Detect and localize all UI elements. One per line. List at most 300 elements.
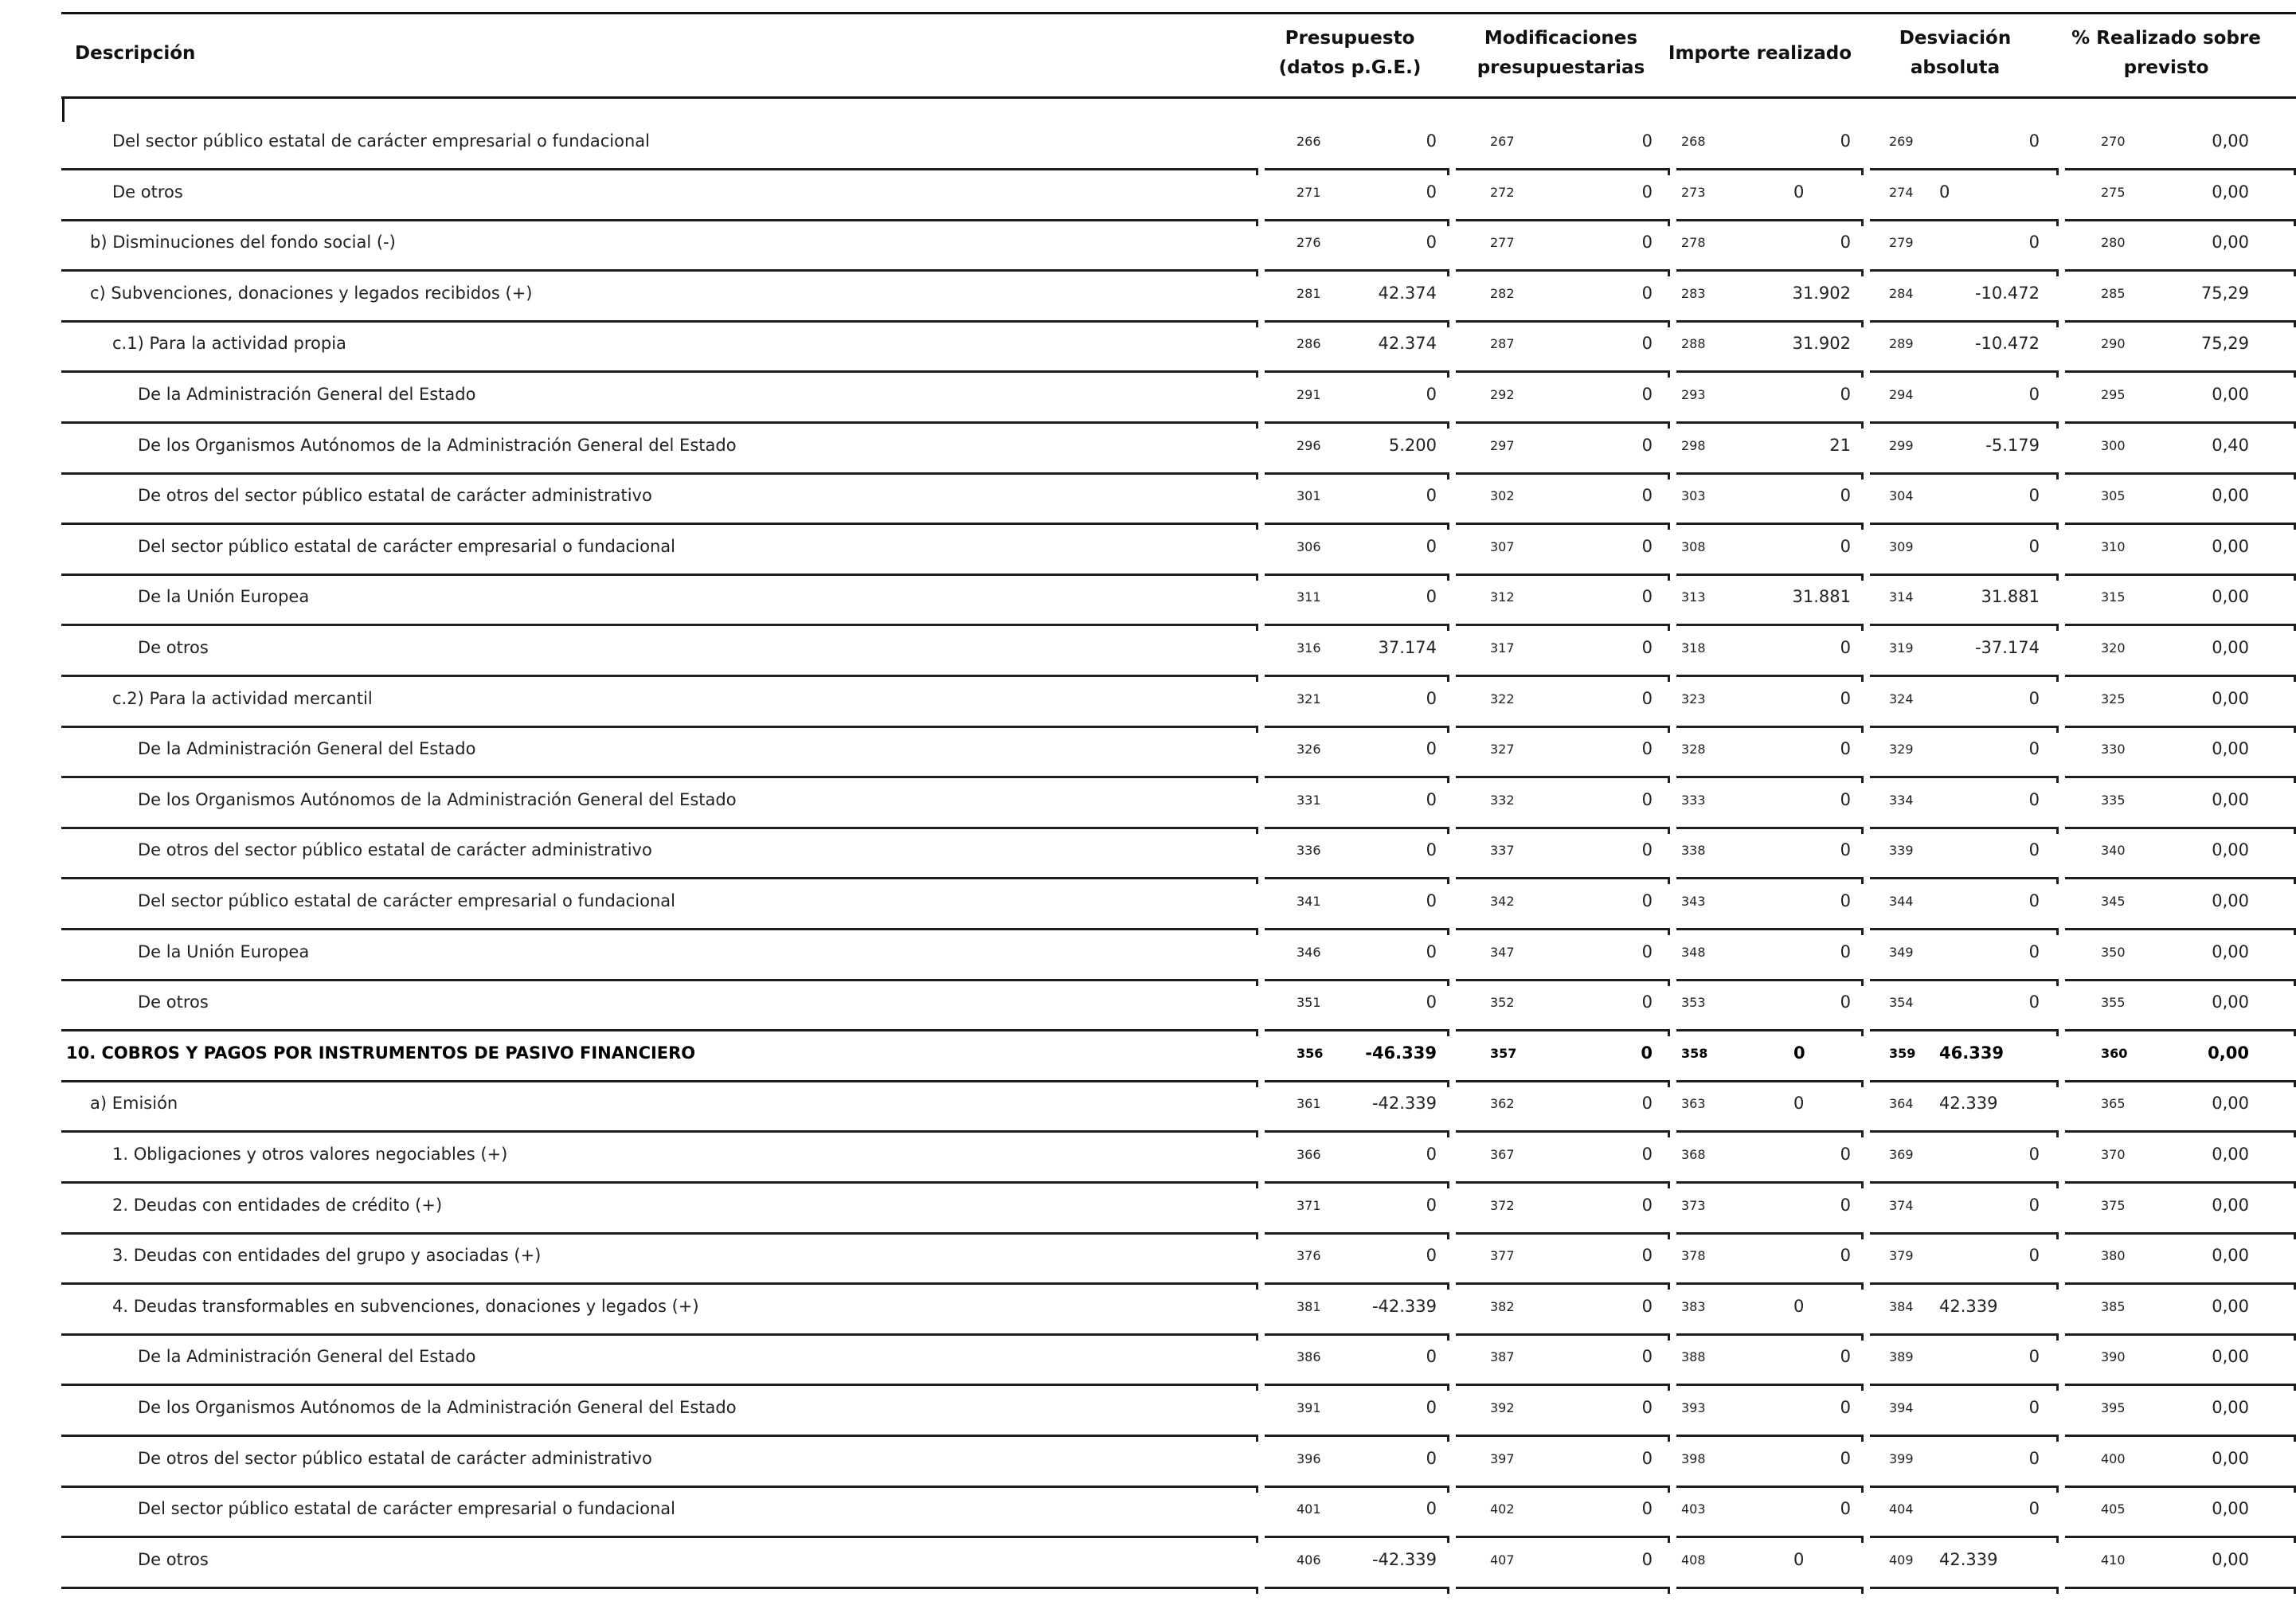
top-rule (61, 12, 2296, 14)
row-divider (1676, 472, 1864, 475)
row-divider (2065, 472, 2296, 475)
row-divider (2065, 776, 2296, 778)
row-value: 0 (1840, 486, 1851, 505)
row-value: 0 (1641, 385, 1653, 404)
row-code: 373 (1681, 1198, 1706, 1213)
table-row (0, 585, 2296, 617)
table-row (0, 1142, 2296, 1174)
row-code: 385 (2101, 1299, 2126, 1314)
row-value: 0 (1641, 891, 1653, 910)
row-code: 304 (1889, 488, 1914, 503)
row-divider (1265, 1181, 1449, 1184)
row-divider (1456, 523, 1670, 525)
row-value: 0 (1840, 638, 1851, 657)
row-code: 283 (1681, 286, 1706, 301)
row-label: c.2) Para la actividad mercantil (112, 689, 373, 708)
row-code: 345 (2101, 894, 2126, 909)
row-code: 349 (1889, 945, 1914, 960)
row-value: 0 (1641, 486, 1653, 505)
row-label: 1. Obligaciones y otros valores negociables (+) (112, 1145, 508, 1164)
row-value: 0 (1426, 1196, 1437, 1215)
row-value: 0 (1426, 537, 1437, 556)
row-code: 293 (1681, 387, 1706, 402)
row-label: c.1) Para la actividad propia (112, 334, 346, 353)
row-label: De otros (112, 182, 183, 202)
row-value: 0 (2028, 790, 2040, 809)
row-divider (1870, 675, 2059, 677)
row-value: 0 (1641, 1550, 1653, 1569)
row-code: 306 (1297, 539, 1321, 554)
table-row (0, 1294, 2296, 1326)
row-label: De los Organismos Autónomos de la Administración General del Estado (138, 790, 737, 809)
row-value: 0 (1840, 537, 1851, 556)
row-divider (1870, 269, 2059, 272)
row-code: 282 (1490, 286, 1515, 301)
row-divider (1676, 776, 1864, 778)
row-code: 321 (1297, 691, 1321, 707)
row-divider (1265, 928, 1449, 930)
row-divider (61, 421, 1258, 424)
row-code: 316 (1297, 640, 1321, 656)
row-divider (1870, 370, 2059, 373)
row-value: 0 (1840, 1449, 1851, 1468)
row-divider (1456, 168, 1670, 170)
row-code: 381 (1297, 1299, 1321, 1314)
row-divider (1870, 979, 2059, 981)
row-value: 31.902 (1792, 284, 1851, 303)
row-value: 0,00 (2212, 1145, 2249, 1164)
row-divider (1870, 827, 2059, 829)
row-divider (1676, 979, 1864, 981)
row-code: 266 (1297, 134, 1321, 149)
row-code: 299 (1889, 438, 1914, 453)
row-value: 0 (1426, 689, 1437, 708)
row-code: 400 (2101, 1451, 2126, 1466)
row-code: 325 (2101, 691, 2126, 707)
header-desviacion (1864, 24, 2047, 83)
row-code: 271 (1297, 185, 1321, 200)
row-value: 0 (1641, 1246, 1653, 1265)
row-code: 372 (1490, 1198, 1515, 1213)
row-value: 0,00 (2212, 233, 2249, 252)
row-code: 305 (2101, 488, 2126, 503)
row-divider (61, 1486, 1258, 1488)
row-code: 297 (1490, 438, 1515, 453)
row-divider (1676, 370, 1864, 373)
row-divider (1676, 624, 1864, 626)
row-divider (2065, 1333, 2296, 1336)
row-code: 356 (1297, 1046, 1324, 1061)
row-value: 0 (1641, 840, 1653, 859)
row-label: Del sector público estatal de carácter empresarial o fundacional (138, 537, 675, 556)
row-label: De otros del sector público estatal de carácter administrativo (138, 840, 652, 859)
row-code: 298 (1681, 438, 1706, 453)
row-divider (2065, 1384, 2296, 1386)
row-divider (2065, 1536, 2296, 1538)
row-code: 320 (2101, 640, 2126, 656)
row-code: 391 (1297, 1400, 1321, 1415)
row-divider (61, 776, 1258, 778)
header-modificaciones-line1: Modificaciones (1484, 28, 1638, 49)
row-divider (2065, 370, 2296, 373)
row-divider (61, 928, 1258, 930)
row-divider (1870, 1130, 2059, 1133)
row-divider (61, 573, 1258, 576)
row-value: 37.174 (1378, 638, 1437, 657)
table-row (0, 180, 2296, 212)
row-divider (1265, 1232, 1449, 1235)
row-value: 31.881 (1981, 587, 2040, 606)
row-code: 362 (1490, 1096, 1515, 1111)
row-code: 402 (1490, 1501, 1515, 1517)
row-code: 340 (2101, 843, 2126, 858)
row-divider (1870, 168, 2059, 170)
row-value: 0 (1426, 1449, 1437, 1468)
row-code: 378 (1681, 1248, 1706, 1263)
row-divider (1870, 1029, 2059, 1031)
row-code: 328 (1681, 742, 1706, 757)
row-value: 42.374 (1378, 334, 1437, 353)
row-divider (1676, 1587, 1864, 1589)
row-divider (2065, 269, 2296, 272)
row-divider (1456, 1029, 1670, 1031)
row-divider (1676, 827, 1864, 829)
row-code: 392 (1490, 1400, 1515, 1415)
row-value: 0,00 (2212, 689, 2249, 708)
row-code: 361 (1297, 1096, 1321, 1111)
row-value: 0 (1840, 1499, 1851, 1518)
row-divider (1456, 726, 1670, 728)
row-code: 384 (1889, 1299, 1914, 1314)
row-value: 0 (1793, 1297, 1805, 1316)
row-divider (1870, 1435, 2059, 1437)
row-code: 323 (1681, 691, 1706, 707)
row-divider (1456, 1587, 1670, 1589)
row-code: 279 (1889, 235, 1914, 250)
table-row (0, 433, 2296, 465)
row-code: 343 (1681, 894, 1706, 909)
row-divider (1265, 1282, 1449, 1285)
row-code: 314 (1889, 589, 1914, 605)
table-row (0, 737, 2296, 769)
row-value: 0,00 (2212, 587, 2249, 606)
row-code: 390 (2101, 1349, 2126, 1364)
row-value: -37.174 (1974, 638, 2040, 657)
row-value: 0 (1840, 1347, 1851, 1366)
row-value: 0 (2028, 486, 2040, 505)
row-label: De la Administración General del Estado (138, 385, 476, 404)
row-divider (1456, 320, 1670, 323)
row-divider (1265, 523, 1449, 525)
row-value: 0 (2028, 992, 2040, 1012)
row-divider (61, 269, 1258, 272)
header-realizado-line2: previsto (2123, 57, 2209, 78)
row-code: 352 (1490, 995, 1515, 1010)
row-value: 0 (1840, 840, 1851, 859)
table-row (0, 331, 2296, 363)
row-value: 0 (1840, 739, 1851, 758)
row-value: 0,40 (2212, 436, 2249, 455)
row-divider (2065, 219, 2296, 221)
row-value: 0 (2028, 891, 2040, 910)
row-divider (1265, 1130, 1449, 1133)
row-value: 0 (1426, 1246, 1437, 1265)
row-divider (1456, 979, 1670, 981)
table-row (0, 129, 2296, 161)
row-label: 4. Deudas transformables en subvenciones, donaciones y legados (+) (112, 1297, 699, 1316)
row-code: 409 (1889, 1552, 1914, 1568)
header-desviacion-line2: absoluta (1910, 57, 2001, 78)
row-divider (61, 320, 1258, 323)
row-value: 0 (2028, 233, 2040, 252)
row-divider (1676, 675, 1864, 677)
table-row (0, 1041, 2296, 1073)
row-code: 335 (2101, 793, 2126, 808)
row-value: 0,00 (2212, 486, 2249, 505)
row-divider (1870, 472, 2059, 475)
row-code: 294 (1889, 387, 1914, 402)
row-value: 0 (1641, 587, 1653, 606)
row-divider (1265, 269, 1449, 272)
row-code: 336 (1297, 843, 1321, 858)
row-code: 331 (1297, 793, 1321, 808)
row-code: 350 (2101, 945, 2126, 960)
row-value: 0 (1840, 1145, 1851, 1164)
row-value: 0 (2028, 689, 2040, 708)
row-value: 0 (1426, 131, 1437, 151)
row-code: 277 (1490, 235, 1515, 250)
row-code: 383 (1681, 1299, 1706, 1314)
row-value: 0 (1426, 840, 1437, 859)
row-divider (1265, 827, 1449, 829)
row-value: 0 (2028, 1398, 2040, 1417)
row-divider (1676, 1029, 1864, 1031)
row-code: 281 (1297, 286, 1321, 301)
row-divider (1870, 219, 2059, 221)
row-code: 272 (1490, 185, 1515, 200)
row-value: 0 (1840, 131, 1851, 151)
header-descripcion: Descripción (75, 43, 196, 64)
row-code: 403 (1681, 1501, 1706, 1517)
row-divider (1265, 1536, 1449, 1538)
row-divider (61, 624, 1258, 626)
row-code: 273 (1681, 185, 1706, 200)
row-label: 2. Deudas con entidades de crédito (+) (112, 1196, 443, 1215)
row-value: -46.339 (1365, 1043, 1437, 1063)
row-code: 358 (1681, 1046, 1708, 1061)
row-divider (1265, 168, 1449, 170)
table-row (0, 534, 2296, 566)
row-code: 348 (1681, 945, 1706, 960)
row-divider (1265, 1435, 1449, 1437)
row-value: 0 (1641, 739, 1653, 758)
header-modificaciones (1461, 24, 1660, 83)
row-value: 0 (1840, 385, 1851, 404)
row-value: 0 (1641, 1145, 1653, 1164)
table-row (0, 788, 2296, 820)
row-divider (2065, 573, 2296, 576)
row-value: 5.200 (1388, 436, 1437, 455)
table-row (0, 838, 2296, 870)
row-divider (1265, 370, 1449, 373)
row-code: 315 (2101, 589, 2126, 605)
row-divider (1676, 1486, 1864, 1488)
row-value: 0 (2028, 840, 2040, 859)
row-code: 339 (1889, 843, 1914, 858)
row-divider (61, 877, 1258, 879)
row-value: 0 (1641, 131, 1653, 151)
row-value: 0 (1426, 790, 1437, 809)
row-value: -42.339 (1371, 1550, 1437, 1569)
row-divider (1265, 877, 1449, 879)
row-code: 285 (2101, 286, 2126, 301)
row-code: 365 (2101, 1096, 2126, 1111)
row-divider (1676, 269, 1864, 272)
row-divider (2065, 168, 2296, 170)
header-modificaciones-line2: presupuestarias (1477, 57, 1645, 78)
row-value: 75,29 (2200, 334, 2249, 353)
row-divider (2065, 827, 2296, 829)
row-divider (1676, 219, 1864, 221)
row-divider (2065, 320, 2296, 323)
row-divider (1265, 1587, 1449, 1589)
row-value: -10.472 (1974, 284, 2040, 303)
row-code: 284 (1889, 286, 1914, 301)
row-divider (1456, 877, 1670, 879)
row-value: 0,00 (2212, 992, 2249, 1012)
row-code: 344 (1889, 894, 1914, 909)
row-label: b) Disminuciones del fondo social (-) (90, 233, 396, 252)
table-row (0, 940, 2296, 972)
row-code: 369 (1889, 1147, 1914, 1162)
row-divider (2065, 1181, 2296, 1184)
row-code: 355 (2101, 995, 2126, 1010)
row-code: 280 (2101, 235, 2126, 250)
row-value: 0,00 (2212, 891, 2249, 910)
row-code: 396 (1297, 1451, 1321, 1466)
row-value: 0 (1641, 638, 1653, 657)
row-divider (2065, 979, 2296, 981)
row-code: 302 (1490, 488, 1515, 503)
row-divider (1456, 1384, 1670, 1386)
table-row (0, 636, 2296, 667)
header-importe: Importe realizado (1668, 43, 1852, 64)
row-value: -10.472 (1974, 334, 2040, 353)
row-value: 42.374 (1378, 284, 1437, 303)
row-value: 0,00 (2208, 1043, 2249, 1063)
row-code: 332 (1490, 793, 1515, 808)
table-row (0, 230, 2296, 262)
row-code: 363 (1681, 1096, 1706, 1111)
row-divider (61, 675, 1258, 677)
row-value: 0 (1641, 334, 1653, 353)
row-divider (1456, 219, 1670, 221)
row-value: 0 (1641, 436, 1653, 455)
row-code: 387 (1490, 1349, 1515, 1364)
row-value: 0 (1840, 790, 1851, 809)
row-value: 0 (1641, 942, 1653, 961)
row-value: 0,00 (2212, 1550, 2249, 1569)
row-divider (2065, 928, 2296, 930)
header-realizado (2063, 24, 2270, 83)
table-row (0, 1497, 2296, 1529)
table-row (0, 889, 2296, 921)
row-label: De los Organismos Autónomos de la Administración General del Estado (138, 1398, 737, 1417)
row-label: a) Emisión (90, 1094, 178, 1113)
row-divider (1870, 573, 2059, 576)
row-divider (1676, 573, 1864, 576)
row-value: 0 (1426, 739, 1437, 758)
row-value: 0,00 (2212, 1398, 2249, 1417)
row-label: De otros del sector público estatal de carácter administrativo (138, 1449, 652, 1468)
row-label: 10. COBROS Y PAGOS POR INSTRUMENTOS DE PASIVO FINANCIERO (66, 1043, 696, 1063)
row-divider (61, 1282, 1258, 1285)
row-divider (2065, 1232, 2296, 1235)
row-divider (1676, 928, 1864, 930)
row-value: 0 (1641, 1499, 1653, 1518)
row-code: 289 (1889, 336, 1914, 351)
row-code: 366 (1297, 1147, 1321, 1162)
row-divider (1870, 1536, 2059, 1538)
row-value: 0 (1641, 689, 1653, 708)
row-code: 395 (2101, 1400, 2126, 1415)
row-divider (1456, 1130, 1670, 1133)
row-value: 0,00 (2212, 182, 2249, 202)
row-code: 364 (1889, 1096, 1914, 1111)
row-code: 347 (1490, 945, 1515, 960)
header-presupuesto-line2: (datos p.G.E.) (1278, 57, 1422, 78)
row-code: 397 (1490, 1451, 1515, 1466)
row-code: 376 (1297, 1248, 1321, 1263)
row-value: 0 (1793, 1043, 1805, 1063)
row-divider (2065, 1130, 2296, 1133)
row-code: 357 (1490, 1046, 1517, 1061)
table-row (0, 1395, 2296, 1427)
row-value: 0,00 (2212, 1196, 2249, 1215)
row-divider (1265, 1080, 1449, 1082)
row-value: 0 (1426, 942, 1437, 961)
header-presupuesto-line1: Presupuesto (1285, 28, 1415, 49)
row-value: 0 (1641, 537, 1653, 556)
header-presupuesto (1250, 24, 1449, 83)
row-divider (1456, 827, 1670, 829)
row-code: 301 (1297, 488, 1321, 503)
row-value: 0 (1426, 992, 1437, 1012)
row-code: 342 (1490, 894, 1515, 909)
row-divider (1870, 523, 2059, 525)
row-value: 0 (1840, 1196, 1851, 1215)
row-code: 408 (1681, 1552, 1706, 1568)
row-label: c) Subvenciones, donaciones y legados recibidos (+) (90, 284, 533, 303)
row-value: 0 (2028, 1196, 2040, 1215)
row-label: De otros (138, 638, 209, 657)
row-value: 0 (1426, 1499, 1437, 1518)
row-value: 0 (1426, 1145, 1437, 1164)
row-code: 311 (1297, 589, 1321, 605)
table-row (0, 1091, 2296, 1123)
row-value: 42.339 (1939, 1094, 1998, 1113)
row-code: 312 (1490, 589, 1515, 605)
row-label: De la Unión Europea (138, 942, 310, 961)
row-value: 0 (1840, 942, 1851, 961)
table-row (0, 687, 2296, 718)
row-code: 379 (1889, 1248, 1914, 1263)
table-row (0, 483, 2296, 515)
row-divider (1265, 1384, 1449, 1386)
row-divider (61, 1333, 1258, 1336)
row-value: 0 (1426, 891, 1437, 910)
row-divider (61, 1384, 1258, 1386)
